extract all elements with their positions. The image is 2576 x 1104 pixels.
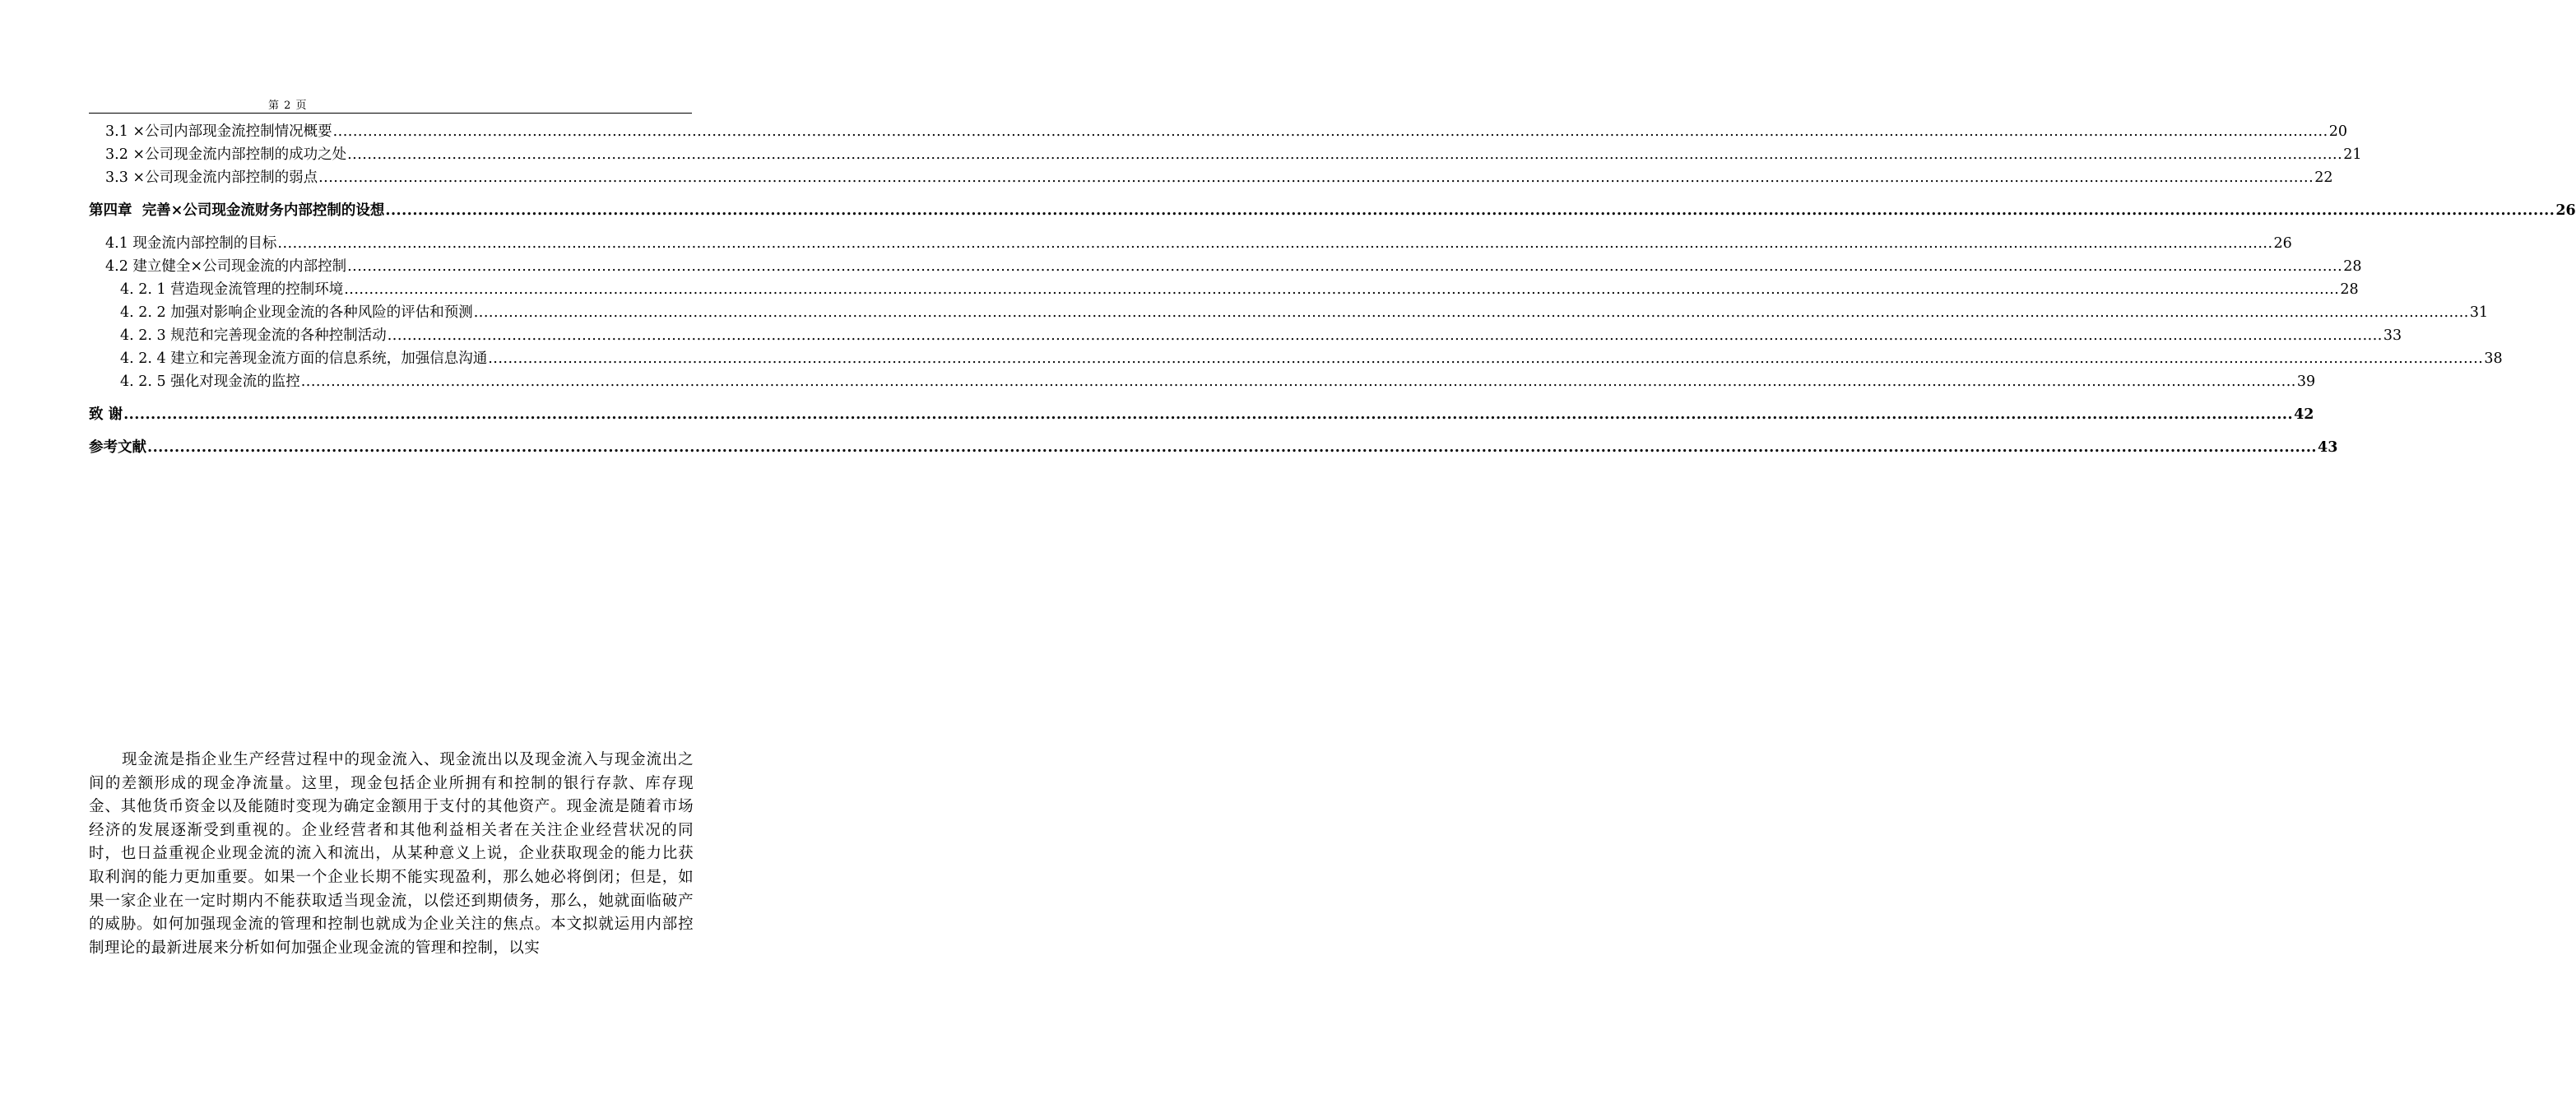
- toc-dot-leader: ................................................................................................................................................................................................................................................................................................................................................................................................................: [387, 327, 2383, 344]
- toc-entry-page-number: 38: [2484, 350, 2503, 367]
- page-number-label: 第 2 页: [268, 100, 308, 112]
- toc-entry-page-number: 20: [2328, 123, 2347, 140]
- toc-dot-leader: ................................................................................................................................................................................................................................................................................................................................................................................................................: [123, 406, 2294, 423]
- toc-entry[interactable]: [89, 199, 2576, 222]
- toc-entry-title: 建立健全×公司现金流的内部控制: [132, 258, 347, 275]
- toc-entry-title: 致 谢: [89, 406, 123, 423]
- toc-dot-leader: ................................................................................................................................................................................................................................................................................................................................................................................................................: [347, 146, 2343, 163]
- toc-entry[interactable]: [89, 232, 2292, 255]
- page-header: [89, 95, 692, 114]
- toc-entry-title: 加强对影响企业现金流的各种风险的评估和预测: [170, 304, 473, 321]
- toc-entry[interactable]: [89, 255, 2362, 278]
- toc-entry[interactable]: [89, 120, 2347, 143]
- toc-dot-leader: ................................................................................................................................................................................................................................................................................................................................................................................................................: [344, 281, 2340, 298]
- toc-entry-page-number: 21: [2343, 146, 2362, 163]
- toc-entry[interactable]: [89, 166, 2333, 189]
- toc-dot-leader: ................................................................................................................................................................................................................................................................................................................................................................................................................: [147, 439, 2318, 456]
- toc-entry-page-number: 43: [2318, 439, 2338, 456]
- toc-entry-number: 4.2: [105, 258, 133, 275]
- toc-entry[interactable]: [89, 436, 2338, 459]
- toc-entry-title: ×公司现金流内部控制的弱点: [132, 169, 318, 186]
- toc-dot-leader: ................................................................................................................................................................................................................................................................................................................................................................................................................: [473, 304, 2469, 321]
- toc-dot-leader: ................................................................................................................................................................................................................................................................................................................................................................................................................: [318, 169, 2314, 186]
- toc-dot-leader: ................................................................................................................................................................................................................................................................................................................................................................................................................: [300, 373, 2296, 390]
- toc-entry-number: 3.2: [105, 146, 133, 163]
- toc-entry-title: 规范和完善现金流的各种控制活动: [170, 327, 387, 344]
- toc-entry-page-number: 31: [2469, 304, 2489, 321]
- toc-entry-page-number: 42: [2294, 406, 2314, 423]
- toc-entry-number: 3.1: [105, 123, 133, 140]
- toc-entry-page-number: 26: [2555, 202, 2576, 219]
- toc-dot-leader: ................................................................................................................................................................................................................................................................................................................................................................................................................: [488, 350, 2484, 367]
- toc-entry[interactable]: [89, 301, 2489, 324]
- toc-entry[interactable]: [89, 347, 2503, 370]
- toc-entry[interactable]: [89, 278, 2359, 301]
- toc-entry-number: 4. 2. 2: [120, 304, 171, 321]
- toc-entry-title: ×公司现金流内部控制的成功之处: [132, 146, 347, 163]
- toc-entry-number: 4.1: [105, 235, 133, 252]
- toc-entry-title: 现金流内部控制的目标: [132, 235, 277, 252]
- toc-entry-number: 4. 2. 3: [120, 327, 171, 344]
- toc-entry-page-number: 33: [2383, 327, 2402, 344]
- toc-entry-title: 营造现金流管理的控制环境: [170, 281, 344, 298]
- toc-entry-page-number: 39: [2296, 373, 2316, 390]
- toc-entry-title: 完善×公司现金流财务内部控制的设想: [142, 202, 385, 219]
- toc-entry-number: 4. 2. 5: [120, 373, 171, 390]
- toc-dot-leader: ................................................................................................................................................................................................................................................................................................................................................................................................................: [332, 123, 2328, 140]
- toc-entry-number: 第四章: [89, 202, 142, 219]
- toc-entry-title: ×公司内部现金流控制情况概要: [132, 123, 332, 140]
- toc-entry[interactable]: [89, 324, 2402, 347]
- toc-entry-page-number: 28: [2343, 258, 2362, 275]
- toc-entry-title: 建立和完善现金流方面的信息系统，加强信息沟通: [170, 350, 488, 367]
- toc-entry-page-number: 26: [2273, 235, 2292, 252]
- toc-dot-leader: ................................................................................................................................................................................................................................................................................................................................................................................................................: [277, 235, 2273, 252]
- toc-entry-number: 4. 2. 1: [120, 281, 171, 298]
- body-paragraph: 现金流是指企业生产经营过程中的现金流入、现金流出以及现金流入与现金流出之间的差额形成的现金净流量。这里，现金包括企业所拥有和控制的银行存款、库存现金、其他货币资金以及能随时变现为确定金额用于支付的其他资产。现金流是随着市场经济的发展逐渐受到重视的。企业经营者和其他利益相关者在关注企业经营状况的同时，也日益重视企业现金流的流入和流出，从某种意义上说，企业获取现金的能力比获取利润的能力更加重要。如果一个企业长期不能实现盈利，那么她必将倒闭；但是，如果一家企业在一定时期内不能获取适当现金流，以偿还到期债务，那么，她就面临破产的威胁。如何加强现金流的管理和控制也就成为企业关注的焦点。本文拟就运用内部控制理论的最新进展来分析如何加强企业现金流的管理和控制，以实: [89, 751, 694, 957]
- toc-entry[interactable]: [89, 143, 2362, 166]
- toc-entry-page-number: 28: [2340, 281, 2359, 298]
- toc-entry-title: 参考文献: [89, 439, 146, 456]
- toc-dot-leader: ................................................................................................................................................................................................................................................................................................................................................................................................................: [385, 202, 2555, 219]
- toc-entry-number: 4. 2. 4: [120, 350, 171, 367]
- toc-entry[interactable]: [89, 370, 2316, 393]
- toc-entry[interactable]: [89, 403, 2314, 426]
- toc-entry-page-number: 22: [2314, 169, 2333, 186]
- toc-entry-number: 3.3: [105, 169, 133, 186]
- toc-entry-title: 强化对现金流的监控: [170, 373, 300, 390]
- toc-dot-leader: ................................................................................................................................................................................................................................................................................................................................................................................................................: [347, 258, 2343, 275]
